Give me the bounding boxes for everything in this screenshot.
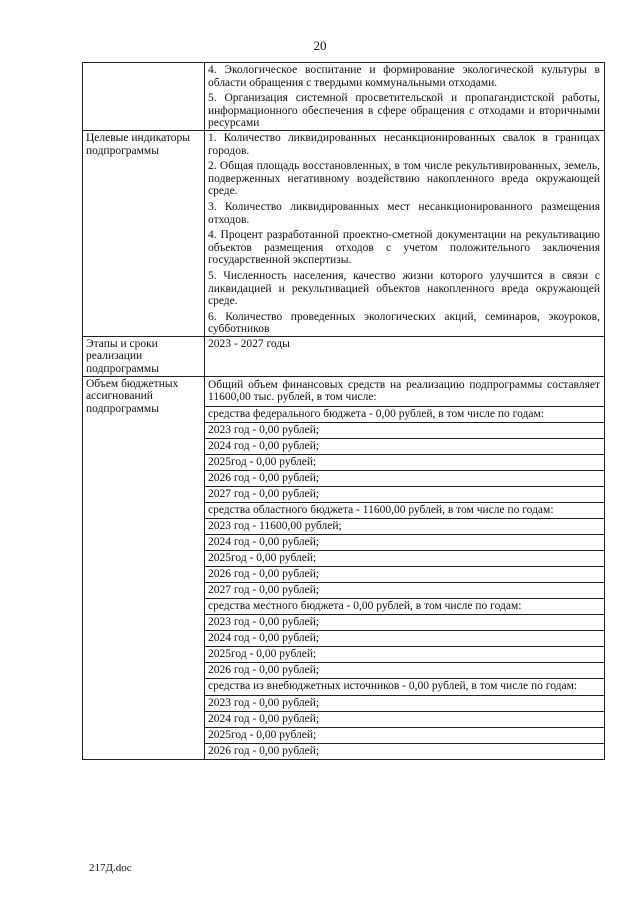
list-item: 3. Количество ликвидированных мест несанкционированного размещения отходов.: [208, 200, 600, 226]
table-row-funding: [83, 376, 605, 759]
funding-year-line: 2023 год - 0,00 рублей;: [205, 615, 604, 631]
funding-year-line: 2026 год - 0,00 рублей;: [205, 567, 604, 583]
list-item: 6. Количество проведенных экологических акций, семинаров, экоуроков, субботников: [208, 310, 600, 336]
list-item: 4. Процент разработанной проектно-сметной документации на рекультивацию объектов размещения отходов с учетом положительного заключения государственной экспертизы.: [208, 229, 600, 267]
list-item: 5. Организация системной просветительской и пропагандистской работы, информационного обеспечения в сфере обращения с отходами и вторичными ресурсами: [208, 92, 600, 130]
list-item: 4. Экологическое воспитание и формирование экологической культуры в области обращения с твердыми коммунальными отходами.: [208, 64, 600, 89]
row-label: Объем бюджетных ассигнований подпрограммы: [83, 376, 205, 759]
row-label: Этапы и сроки реализации подпрограммы: [83, 336, 205, 376]
row-label: [83, 63, 205, 131]
funding-year-line: 2027 год - 0,00 рублей;: [205, 583, 604, 599]
table-row-stages: [83, 336, 605, 376]
funding-source-heading: средства местного бюджета - 0,00 рублей, в том числе по годам:: [205, 599, 604, 615]
funding-year-line: 2024 год - 0,00 рублей;: [205, 535, 604, 551]
funding-source-heading: средства федерального бюджета - 0,00 рублей, в том числе по годам:: [205, 407, 604, 423]
funding-year-line: 2027 год - 0,00 рублей;: [205, 487, 604, 503]
row-content: [205, 336, 605, 376]
funding-source-heading: средства областного бюджета - 11600,00 рублей, в том числе по годам:: [205, 503, 604, 520]
funding-year-line: 2026 год - 0,00 рублей;: [205, 663, 604, 679]
funding-year-line: 2024 год - 0,00 рублей;: [205, 439, 604, 455]
list-item: 2. Общая площадь восстановленных, в том числе рекультивированных, земель, подверженных негативному воздействию накопленного вреда окружающей среде.: [208, 160, 600, 198]
row-content: [205, 130, 605, 336]
funding-year-line: 2025год - 0,00 рублей;: [205, 728, 604, 744]
funding-source-heading: средства из внебюджетных источников - 0,00 рублей, в том числе по годам:: [205, 679, 604, 696]
row-label: Целевые индикаторы подпрограммы: [83, 130, 205, 336]
funding-year-line: 2026 год - 0,00 рублей;: [205, 471, 604, 487]
funding-year-line: 2025год - 0,00 рублей;: [205, 647, 604, 663]
funding-year-line: 2023 год - 0,00 рублей;: [205, 423, 604, 439]
list-item: 1. Количество ликвидированных несанкционированных свалок в границах городов.: [208, 131, 600, 157]
table-row-tasks: [83, 63, 605, 131]
table-row-indicators: [83, 130, 605, 336]
funding-year-line: 2026 год - 0,00 рублей;: [208, 745, 320, 758]
funding-year-line: 2025год - 0,00 рублей;: [205, 551, 604, 567]
list-item: 5. Численность населения, качество жизни которого улучшится в связи с ликвидацией и рекультивацией объектов накопленного вреда окружающей среде.: [208, 269, 600, 308]
subprogram-passport-table: [82, 62, 605, 760]
funding-year-line: 2023 год - 11600,00 рублей;: [205, 519, 604, 535]
list-item: 2023 - 2027 годы: [208, 337, 290, 350]
page-number: 20: [313, 38, 327, 53]
footer-filename: 217Д.doc: [89, 862, 132, 874]
funding-year-line: 2024 год - 0,00 рублей;: [205, 712, 604, 728]
funding-intro: Общий объем финансовых средств на реализацию подпрограммы составляет 11600,00 тыс. рублей, в том числе:: [205, 378, 604, 407]
row-content: [205, 63, 605, 131]
funding-year-line: 2024 год - 0,00 рублей;: [205, 631, 604, 647]
funding-year-line: 2025год - 0,00 рублей;: [205, 455, 604, 471]
row-content: [205, 376, 605, 759]
funding-year-line: 2023 год - 0,00 рублей;: [205, 696, 604, 712]
